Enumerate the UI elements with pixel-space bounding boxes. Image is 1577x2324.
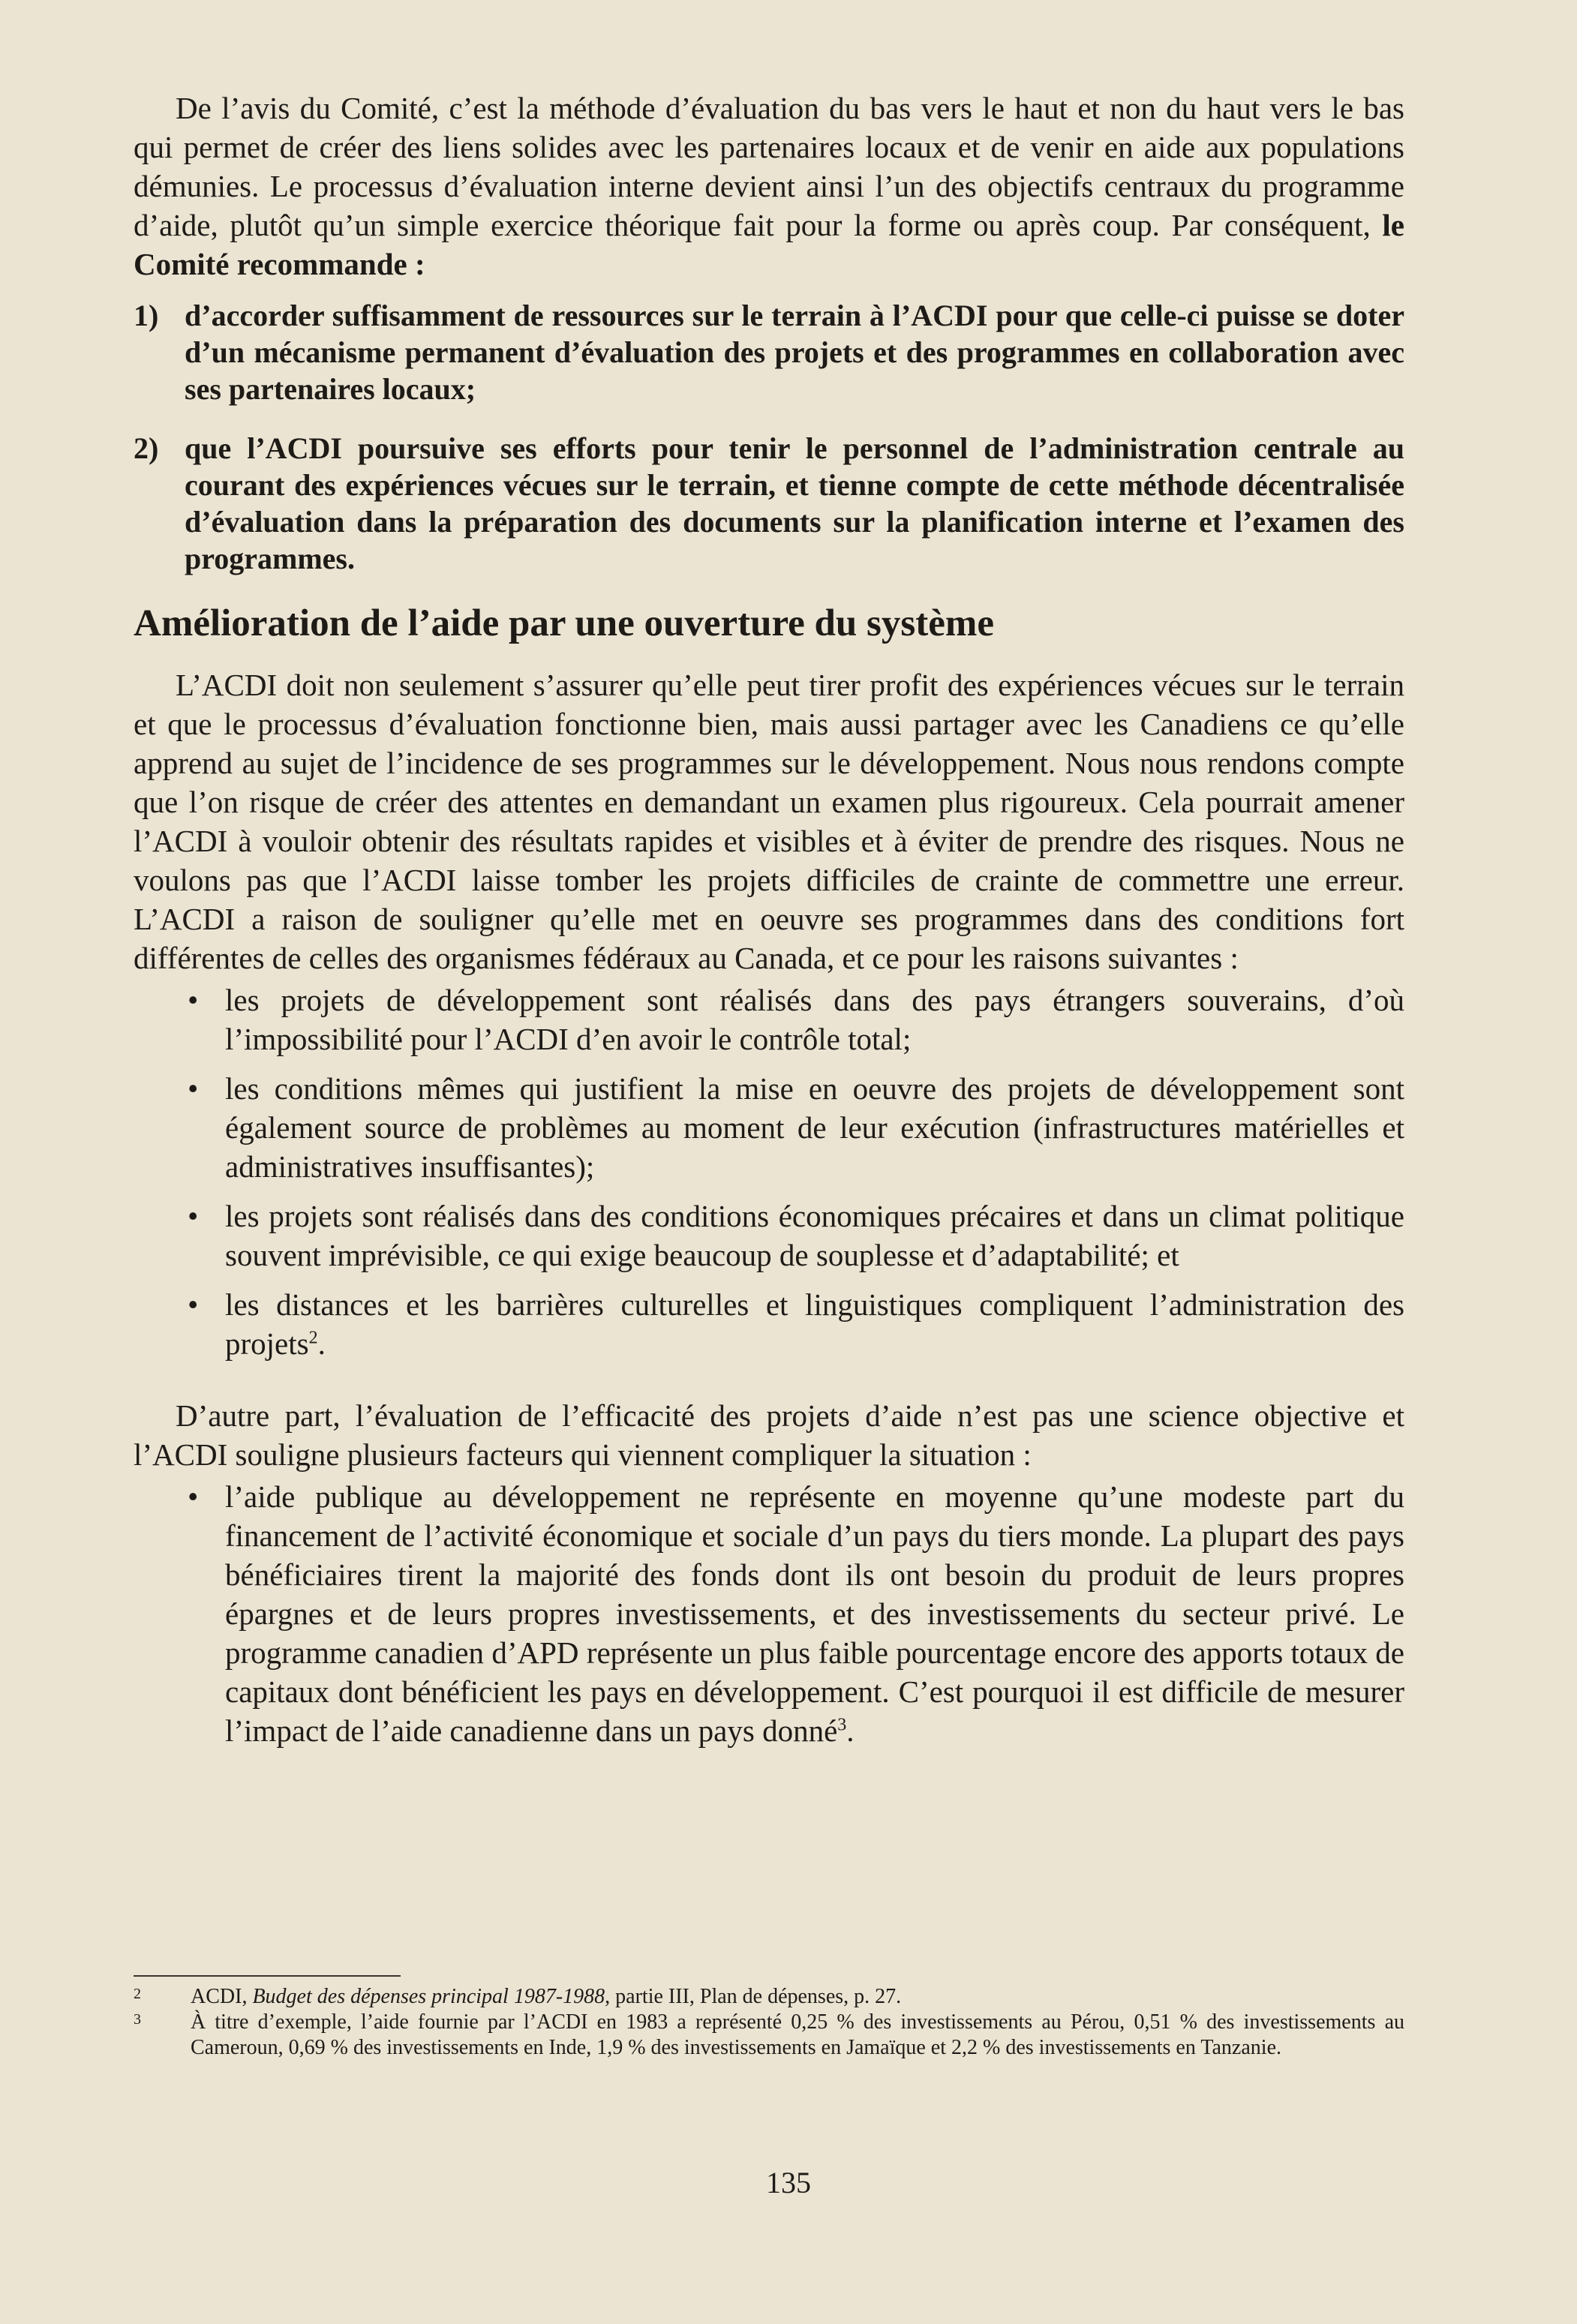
body-paragraph: D’autre part, l’évaluation de l’efficacité des projets d’aide n’est pas une science objective et l’ACDI souligne plusieurs facteurs qui viennent compliquer la situation :	[134, 1398, 1404, 1472]
list-item-end: .	[846, 1713, 855, 1748]
list-item-text: les projets de développement sont réalisés dans des pays étrangers souverains, d’où l’impossibilité pour l’ACDI d’en avoir le contrôle total;	[225, 983, 1404, 1056]
recommendation-text: d’accorder suffisamment de ressources sur le terrain à l’ACDI pour que celle-ci puisse se doter d’un mécanisme permanent d’évaluation des projets et des programmes en collaboration avec ses partenaires locaux;	[185, 299, 1404, 406]
footnote-ref: 2	[308, 1328, 318, 1348]
bullet-icon: •	[188, 1199, 199, 1233]
bullet-icon: •	[188, 1479, 199, 1514]
bullet-icon: •	[188, 983, 199, 1017]
footnotes	[134, 1975, 1404, 2061]
main-text	[134, 89, 1404, 1761]
recommendation-number: 2)	[134, 431, 159, 465]
intro-paragraph	[134, 89, 1404, 284]
recommendation-list	[134, 297, 1404, 577]
footnote-mark: 2	[134, 1986, 141, 2002]
list-item	[134, 980, 1404, 1058]
bullet-icon: •	[188, 1287, 199, 1322]
reasons-list	[134, 980, 1404, 1363]
recommendation-text: que l’ACDI poursuive ses efforts pour tenir le personnel de l’administration centrale au courant des expériences vécues sur le terrain, et tienne compte de cette méthode décentralisée d’évaluation dans la préparation des documents sur la planification interne et l’examen des programmes.	[185, 431, 1404, 575]
bullet-icon: •	[188, 1071, 199, 1106]
list-item-end: .	[317, 1326, 326, 1361]
footnote	[134, 1984, 1404, 2010]
footnote-divider	[134, 1975, 401, 1977]
recommendation-lead: le Comité recommande :	[134, 208, 1404, 281]
footnote	[134, 2010, 1404, 2061]
footnote-text: , partie III, Plan de dépenses, p. 27.	[605, 1985, 902, 2008]
body-paragraph: L’ACDI doit non seulement s’assurer qu’elle peut tirer profit des expériences vécues sur le terrain et que le processus d’évaluation fonctionne bien, mais aussi partager avec les Canadiens ce qu’elle apprend au sujet de l’incidence de ses programmes sur le développement. Nous nous rendons compte que l’on risque de créer des attentes en demandant un examen plus rigoureux. Cela pourrait amener l’ACDI à vouloir obtenir des résultats rapides et visibles et à éviter de prendre des risques. Nous ne voulons pas que l’ACDI laisse tomber les projets difficiles de crainte de commettre une erreur. L’ACDI a raison de souligner qu’elle met en oeuvre ses programmes dans des conditions fort différentes de celles des organismes fédéraux au Canada, et ce pour les raisons suivantes :	[134, 668, 1404, 975]
page-number: 135	[766, 2166, 811, 2199]
intro-paragraph-text: De l’avis du Comité, c’est la méthode d’évaluation du bas vers le haut et non du haut vers le bas qui permet de créer des liens solides avec les partenaires locaux et de venir en aide aux populations démunies. Le processus d’évaluation interne devient ainsi l’un des objectifs centraux du programme d’aide, plutôt qu’un simple exercice théorique fait pour la forme ou après coup. Par conséquent,	[134, 91, 1404, 242]
section-heading: Amélioration de l’aide par une ouverture du système	[134, 602, 994, 644]
list-item	[134, 1197, 1404, 1275]
factors-list	[134, 1477, 1404, 1750]
footnote-prefix: ACDI,	[191, 1985, 253, 2008]
recommendation-number: 1)	[134, 299, 159, 332]
footnote-title: Budget des dépenses principal 1987-1988	[252, 1985, 605, 2008]
list-item	[134, 1477, 1404, 1750]
list-item-text: les distances et les barrières culturelles et linguistiques compliquent l’administration des projets	[225, 1287, 1404, 1361]
list-item	[134, 1285, 1404, 1363]
footnote-text: À titre d’exemple, l’aide fournie par l’ACDI en 1983 a représenté 0,25 % des investissements au Pérou, 0,51 % des investissements au Cameroun, 0,69 % des investissements en Inde, 1,9 % des investissements en Jamaïque et 2,2 % des investissements en Tanzanie.	[191, 2010, 1404, 2059]
footnote-ref: 3	[837, 1715, 847, 1735]
recommendation-item	[134, 430, 1404, 577]
list-item-text: l’aide publique au développement ne représente en moyenne qu’une modeste part du financement de l’activité économique et sociale d’un pays du tiers monde. La plupart des pays bénéficiaires tirent la majorité des fonds dont ils ont besoin du produit de leurs propres épargnes et de leurs propres investissements, et des investissements du secteur privé. Le programme canadien d’APD représente un plus faible pourcentage encore des apports totaux de capitaux dont bénéficient les pays en développement. C’est pourquoi il est difficile de mesurer l’impact de l’aide canadienne dans un pays donné	[225, 1479, 1404, 1748]
list-item-text: les projets sont réalisés dans des conditions économiques précaires et dans un climat politique souvent imprévisible, ce qui exige beaucoup de souplesse et d’adaptabilité; et	[225, 1199, 1404, 1272]
recommendation-item	[134, 297, 1404, 407]
list-item-text: les conditions mêmes qui justifient la mise en oeuvre des projets de développement sont également source de problèmes au moment de leur exécution (infrastructures matérielles et administratives insuffisantes);	[225, 1071, 1404, 1184]
footnote-mark: 3	[134, 2011, 141, 2028]
list-item	[134, 1069, 1404, 1186]
